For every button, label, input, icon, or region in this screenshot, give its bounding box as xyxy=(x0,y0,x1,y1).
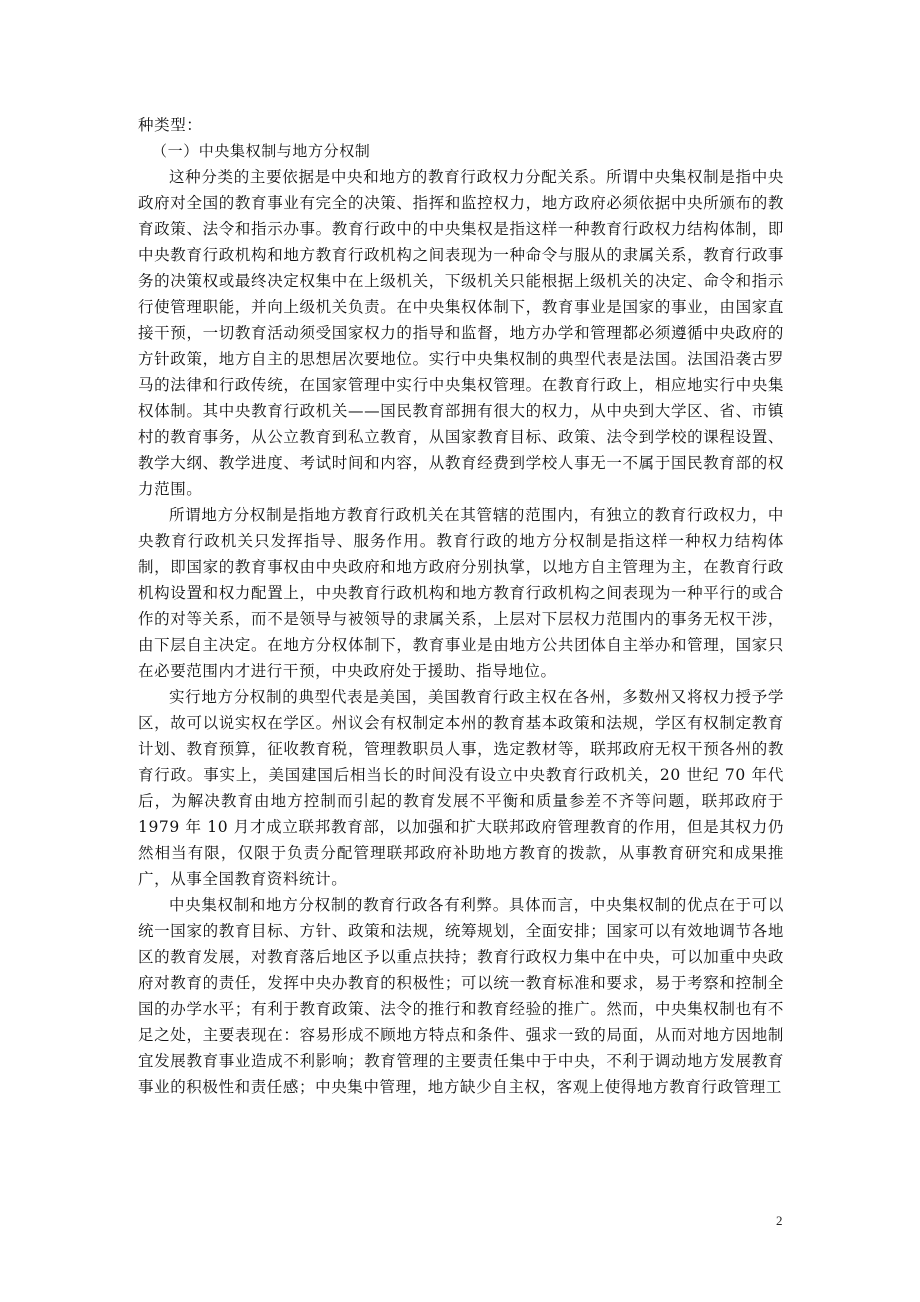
lead-text: 种类型： xyxy=(138,116,203,134)
paragraph: 所谓地方分权制是指地方教育行政机关在其管辖的范围内，有独立的教育行政权力，中央教育行政机关只发挥指导、服务作用。教育行政的地方分权制是指这样一种权力结构体制，即国家的教育事权由中央政府和地方政府分别执掌，以地方自主管理为主，在教育行政机构设置和权力配置上，中央教育行政机构和地方教育行政机构之间表现为一种平行的或合作的对等关系，而不是领导与被领导的隶属关系，上层对下层权力范围内的事务无权干涉，由下层自主决定。在地方分权体制下，教育事业是由地方公共团体自主举办和管理，国家只在必要范围内才进行干预，中央政府处于援助、指导地位。 xyxy=(138,506,784,680)
paragraph: 中央集权制和地方分权制的教育行政各有利弊。具体而言，中央集权制的优点在于可以统一国家的教育目标、方针、政策和法规，统筹规划，全面安排；国家可以有效地调节各地区的教育发展，对教育落后地区予以重点扶持；教育行政权力集中在中央，可以加重中央政府对教育的责任，发挥中央办教育的积极性；可以统一教育标准和要求，易于考察和控制全国的办学水平；有利于教育政策、法令的推行和教育经验的推广。然而，中央集权制也有不足之处，主要表现在：容易形成不顾地方特点和条件、强求一致的局面，从而对地方因地制宜发展教育事业造成不利影响；教育管理的主要责任集中于中央，不利于调动地方发展教育事业的积极性和责任感；中央集中管理，地方缺少自主权，客观上使得地方教育行政管理工 xyxy=(138,896,784,1096)
section-heading: （一）中央集权制与地方分权制 xyxy=(152,142,371,160)
page-number: 2 xyxy=(776,1213,783,1228)
paragraph: 实行地方分权制的典型代表是美国，美国教育行政主权在各州，多数州又将权力授予学区，故可以说实权在学区。州议会有权制定本州的教育基本政策和法规，学区有权制定教育计划、教育预算，征收教育税，管理教职员人事，选定教材等，联邦政府无权干预各州的教育行政。事实上，美国建国后相当长的时间没有设立中央教育行政机关，20 世纪 70 年代后，为解决教育由地方控制而引起的教育发展不平衡和质量参差不齐等问题，联邦政府于 1979 年 10 月才成立联邦教育部，以加强和扩大联邦政府管理教育的作用，但是其权力仍然相当有限，仅限于负责分配管理联邦政府补助地方教育的拨款，从事教育研究和成果推广，从事全国教育资料统计。 xyxy=(138,688,784,888)
paragraph: 这种分类的主要依据是中央和地方的教育行政权力分配关系。所谓中央集权制是指中央政府对全国的教育事业有完全的决策、指挥和监控权力，地方政府必须依据中央所颁布的教育政策、法令和指示办事。教育行政中的中央集权是指这样一种教育行政权力结构体制，即中央教育行政机构和地方教育行政机构之间表现为一种命令与服从的隶属关系，教育行政事务的决策权或最终决定权集中在上级机关，下级机关只能根据上级机关的决定、命令和指示行使管理职能，并向上级机关负责。在中央集权体制下，教育事业是国家的事业，由国家直接干预，一切教育活动须受国家权力的指导和监督，地方办学和管理都必须遵循中央政府的方针政策，地方自主的思想居次要地位。实行中央集权制的典型代表是法国。法国沿袭古罗马的法律和行政传统，在国家管理中实行中央集权管理。在教育行政上，相应地实行中央集权体制。其中央教育行政机关——国民教育部拥有很大的权力，从中央到大学区、省、市镇村的教育事务，从公立教育到私立教育，从国家教育目标、政策、法令到学校的课程设置、教学大纲、教学进度、考试时间和内容，从教育经费到学校人事无一不属于国民教育部的权力范围。 xyxy=(138,168,784,498)
document-body xyxy=(138,112,784,1100)
